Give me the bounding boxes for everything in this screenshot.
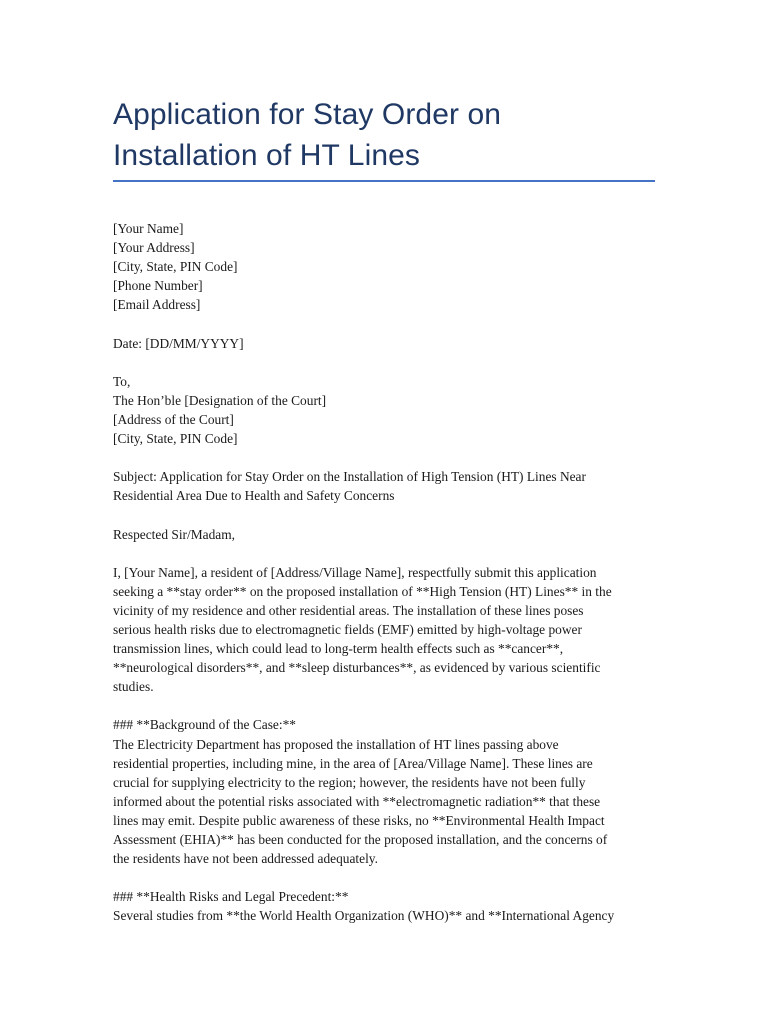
background-section <box>113 715 673 868</box>
paragraph-line: crucial for supplying electricity to the region; however, the residents have not been fully <box>113 774 586 790</box>
paragraph-line: Several studies from **the World Health Organization (WHO)** and **International Agency <box>113 908 615 924</box>
paragraph-line: the residents have not been addressed adequately. <box>113 851 378 867</box>
paragraph-line: **neurological disorders**, and **sleep disturbances**, as evidenced by various scientific <box>113 660 601 676</box>
spacer <box>113 868 673 887</box>
subject-line: Subject: Application for Stay Order on the Installation of High Tension (HT) Lines Near <box>113 469 586 485</box>
recipient-to: To, <box>113 373 131 389</box>
spacer <box>113 353 673 372</box>
section-heading: ### **Background of the Case:** <box>113 717 296 733</box>
sender-city: [City, State, PIN Code] <box>113 259 238 275</box>
recipient-block <box>113 372 673 448</box>
spacer <box>113 505 673 524</box>
paragraph-line: Assessment (EHIA)** has been conducted for the proposed installation, and the concerns of <box>113 832 608 847</box>
title-underline <box>113 180 655 182</box>
spacer <box>113 544 673 563</box>
intro-paragraph <box>113 563 673 697</box>
spacer <box>113 448 673 467</box>
paragraph-line: residential properties, including mine, in the area of [Area/Village Name]. These lines are <box>113 755 593 771</box>
paragraph-line: The Electricity Department has proposed the installation of HT lines passing above <box>113 736 559 752</box>
salutation: Respected Sir/Madam, <box>113 526 235 542</box>
section-heading: ### **Health Risks and Legal Precedent:** <box>113 889 349 905</box>
paragraph-line: serious health risks due to electromagnetic fields (EMF) emitted by high-voltage power <box>113 621 582 637</box>
recipient-city: [City, State, PIN Code] <box>113 431 238 447</box>
subject-line: Residential Area Due to Health and Safety Concerns <box>113 488 395 504</box>
paragraph-line: vicinity of my residence and other residential areas. The installation of these lines poses <box>113 602 584 618</box>
date-line: Date: [DD/MM/YYYY] <box>113 335 244 351</box>
paragraph-line: studies. <box>113 679 154 695</box>
document-body <box>113 219 673 925</box>
health-section <box>113 887 673 925</box>
document-title <box>113 94 673 176</box>
sender-email: [Email Address] <box>113 297 201 313</box>
spacer <box>113 314 673 333</box>
spacer <box>113 696 673 715</box>
subject-block <box>113 467 673 505</box>
paragraph-line: transmission lines, which could lead to long-term health effects such as **cancer**, <box>113 641 564 657</box>
recipient-designation: The Hon’ble [Designation of the Court] <box>113 392 327 408</box>
paragraph-line: informed about the potential risks associated with **electromagnetic radiation** that these <box>113 793 601 809</box>
recipient-address: [Address of the Court] <box>113 411 234 427</box>
paragraph-line: seeking a **stay order** on the proposed installation of **High Tension (HT) Lines** in the <box>113 583 612 599</box>
title-line: Application for Stay Order on <box>113 98 502 131</box>
sender-name: [Your Name] <box>113 221 184 236</box>
sender-block <box>113 219 673 314</box>
title-line: Installation of HT Lines <box>113 139 421 172</box>
paragraph-line: lines may emit. Despite public awareness of these risks, no **Environmental Health Impact <box>113 812 605 828</box>
sender-phone: [Phone Number] <box>113 278 203 294</box>
sender-address: [Your Address] <box>113 240 195 256</box>
paragraph-line: I, [Your Name], a resident of [Address/Village Name], respectfully submit this application <box>113 564 597 580</box>
